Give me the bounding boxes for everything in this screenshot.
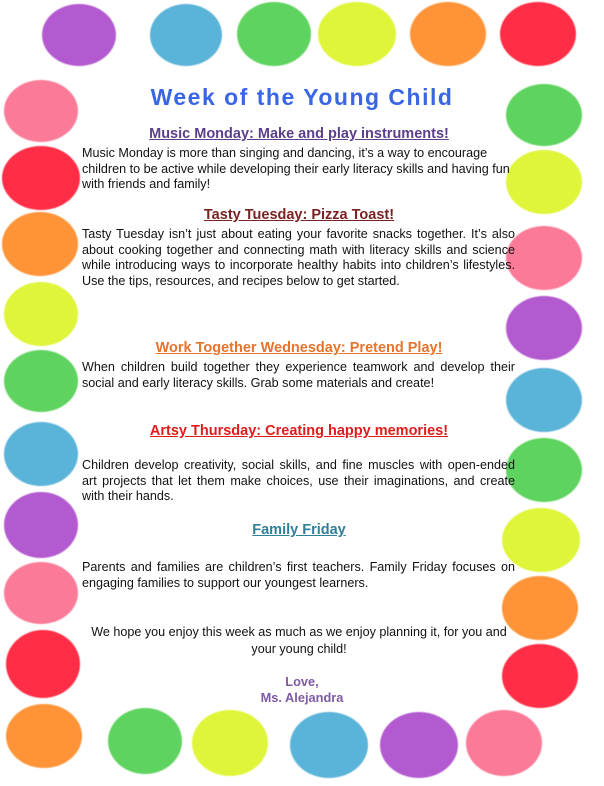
text-tasty-tuesday: Tasty Tuesday isn’t just about eating your favorite snacks together. It’s also about cooking together and connecting math with literacy skills and science while introducing ways to incorporate healthy habits into children’s lifestyles. Use the tips, resources, and recipes below to get started. bbox=[82, 227, 515, 288]
flyer-title: Week of the Young Child bbox=[150, 84, 454, 110]
heading-music-monday: Music Monday: Make and play instruments! bbox=[149, 126, 449, 142]
text-family-friday: Parents and families are children’s first teachers. Family Friday focuses on engaging families to support our youngest learners. bbox=[82, 560, 515, 590]
heading-work-together-wednesday: Work Together Wednesday: Pretend Play! bbox=[155, 340, 443, 356]
heading-family-friday: Family Friday bbox=[252, 522, 346, 538]
signature-name: Ms. Alejandra bbox=[260, 690, 344, 705]
closing-message: We hope you enjoy this week as much as we enjoy planning it, for you and your young child! bbox=[91, 625, 507, 656]
heading-tasty-tuesday: Tasty Tuesday: Pizza Toast! bbox=[203, 207, 395, 223]
signature-love: Love, bbox=[285, 674, 319, 689]
text-artsy-thursday: Children develop creativity, social skills, and fine muscles with open-ended art projects that let them make choices, use their imaginations, and create with their hands. bbox=[82, 458, 515, 503]
text-work-together-wednesday: When children build together they experience teamwork and develop their social and early literacy skills. Grab some materials and create! bbox=[82, 360, 515, 390]
heading-artsy-thursday: Artsy Thursday: Creating happy memories! bbox=[149, 423, 449, 439]
text-music-monday: Music Monday is more than singing and dancing, it’s a way to encourage children to be active while developing their early literacy skills and having fun with friends and family! bbox=[82, 146, 510, 191]
